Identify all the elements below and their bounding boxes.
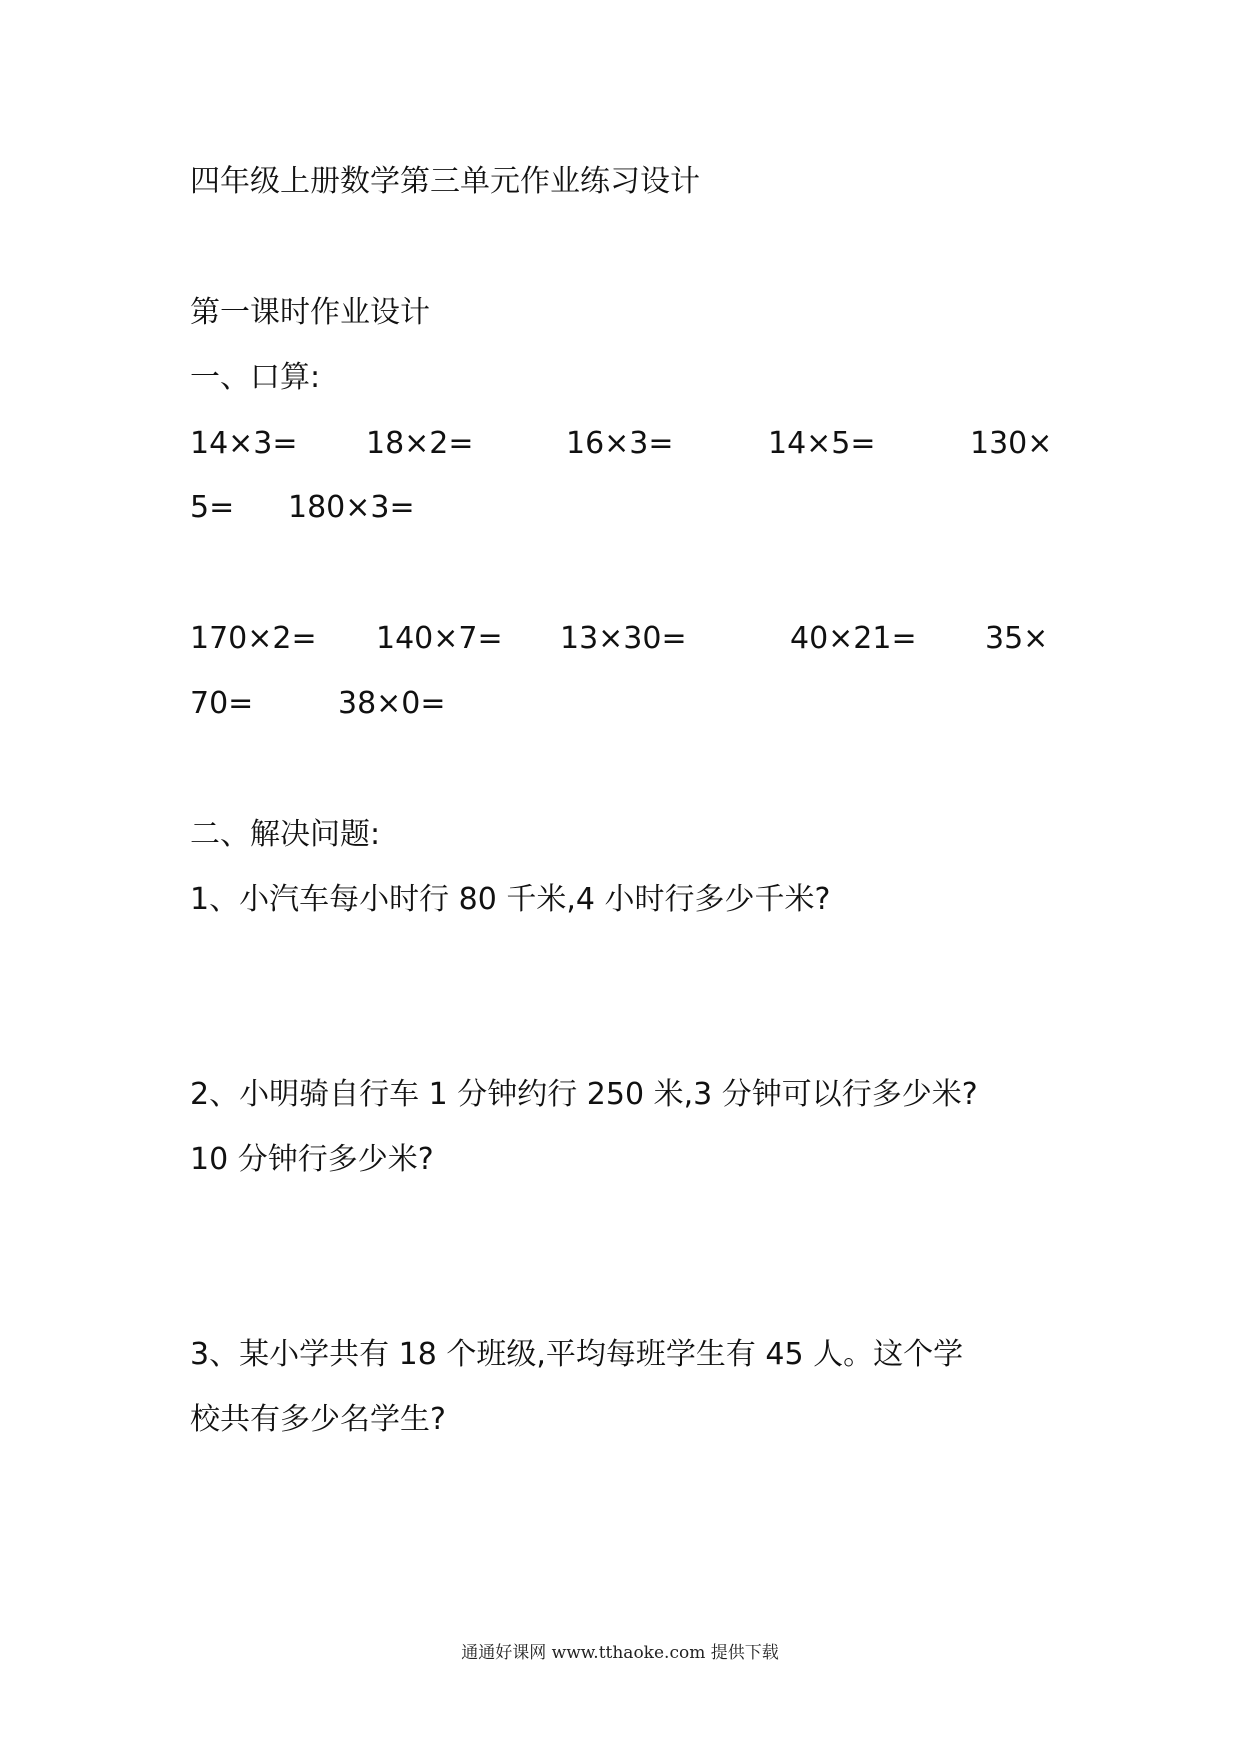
problem-2-line-2: 10 分钟行多少米? [190,1142,434,1177]
problem-3-line-2: 校共有多少名学生? [190,1402,446,1437]
calc-item: 35× [985,621,1049,656]
calc-item: 5= [190,490,235,525]
section-heading-mental-math: 一、口算: [190,360,321,395]
problem-1: 1、小汽车每小时行 80 千米,4 小时行多少千米? [190,882,831,917]
calc-item: 170×2= [190,621,317,656]
problem-2-line-1: 2、小明骑自行车 1 分钟约行 250 米,3 分钟可以行多少米? [190,1077,978,1112]
calc-item: 140×7= [376,621,503,656]
calc-item: 70= [190,686,254,721]
calc-item: 38×0= [338,686,446,721]
calc-item: 14×3= [190,426,298,461]
section-heading-problems: 二、解决问题: [190,817,381,852]
calc-item: 18×2= [366,426,474,461]
calc-item: 130× [970,426,1053,461]
document-title: 四年级上册数学第三单元作业练习设计 [190,164,700,199]
footer-watermark: 通通好课网 www.tthaoke.com 提供下载 [461,1643,779,1663]
lesson-title: 第一课时作业设计 [190,295,430,330]
calc-item: 14×5= [768,426,876,461]
calc-item: 16×3= [566,426,674,461]
calc-item: 180×3= [288,490,415,525]
calc-item: 40×21= [790,621,917,656]
problem-3-line-1: 3、某小学共有 18 个班级,平均每班学生有 45 人。这个学 [190,1337,964,1372]
calc-item: 13×30= [560,621,687,656]
